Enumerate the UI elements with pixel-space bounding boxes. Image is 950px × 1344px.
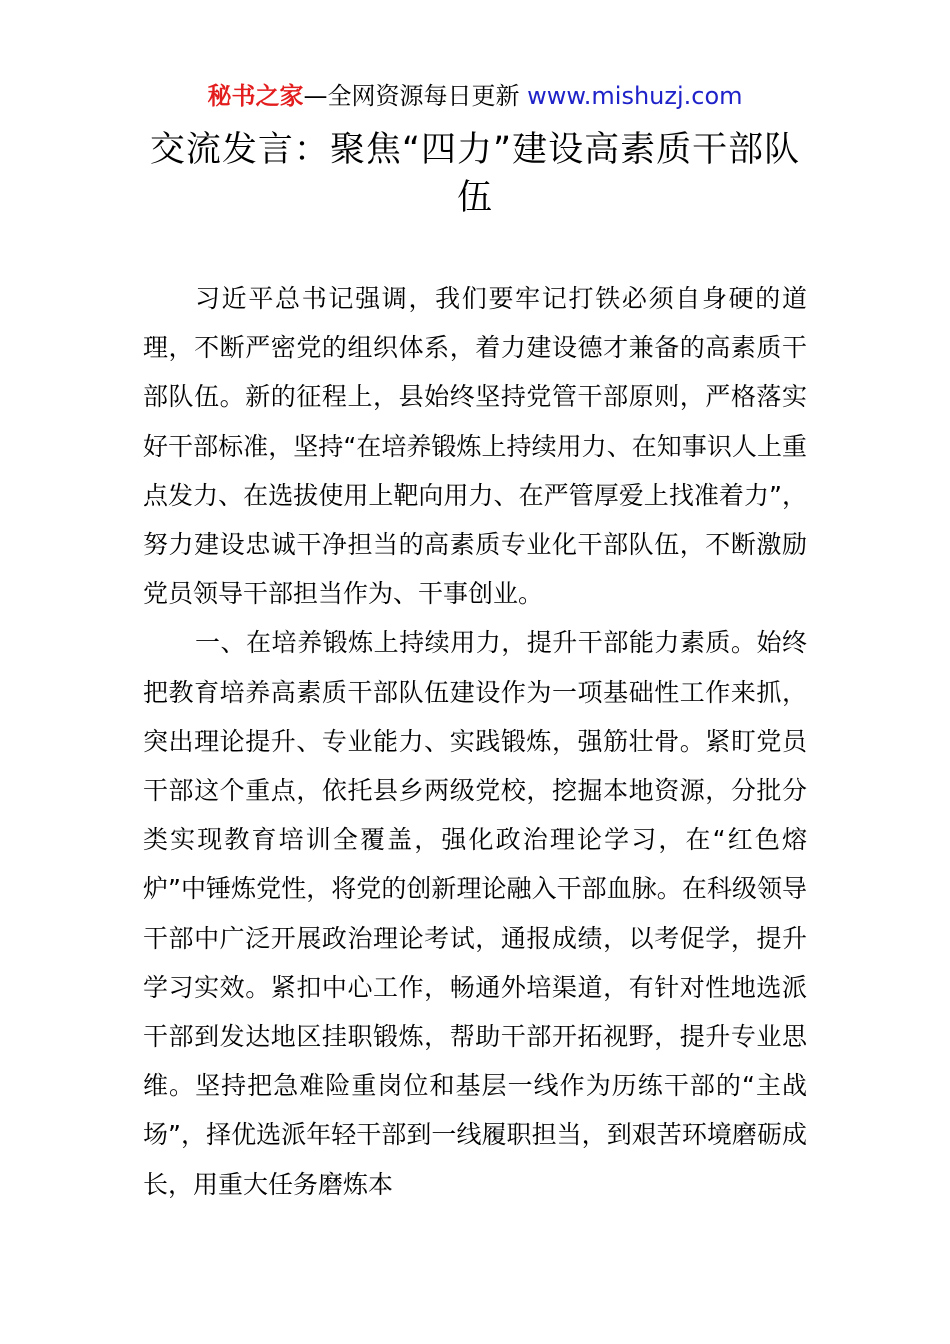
site-tagline: —全网资源每日更新	[303, 82, 528, 110]
document-title: 交流发言：聚焦“四力”建设高素质干部队伍	[149, 130, 801, 218]
paragraph-section-one	[143, 618, 807, 1208]
site-header	[0, 80, 950, 112]
paragraph-text: 始终把教育培养高素质干部队伍建设作为一项基础性工作来抓，突出理论提升、专业能力、实践锻炼，强筋壮骨。紧盯党员干部这个重点，依托县乡两级党校，挖掘本地资源，分批分类实现教育培训全覆盖，强化政治理论学习，在“红色熔炉”中锤炼党性，将党的创新理论融入干部血脉。在科级领导干部中广泛开展政治理论考试，通报成绩，以考促学，提升学习实效。紧扣中心工作，畅通外培渠道，有针对性地选派干部到发达地区挂职锻炼，帮助干部开拓视野，提升专业思维。坚持把急难险重岗位和基层一线作为历练干部的“主战场”，择优选派年轻干部到一线履职担当，到艰苦环境磨砺成长，用重大任务磨炼本	[143, 628, 807, 1199]
section-heading: 一、在培养锻炼上持续用力，提升干部能力素质。	[195, 628, 757, 658]
document-body	[143, 274, 807, 1209]
paragraph-text: 习近平总书记强调，我们要牢记打铁必须自身硬的道理，不断严密党的组织体系，着力建设德才兼备的高素质干部队伍。新的征程上，县始终坚持党管干部原则，严格落实好干部标准，坚持“在培养锻炼上持续用力、在知事识人上重点发力、在选拔使用上靶向用力、在严管厚爱上找准着力”，努力建设忠诚干净担当的高素质专业化干部队伍，不断激励党员领导干部担当作为、干事创业。	[143, 284, 807, 609]
site-brand: 秘书之家	[207, 82, 304, 110]
paragraph-intro	[143, 274, 807, 618]
site-url-link[interactable]: www.mishuzj.com	[527, 82, 743, 110]
